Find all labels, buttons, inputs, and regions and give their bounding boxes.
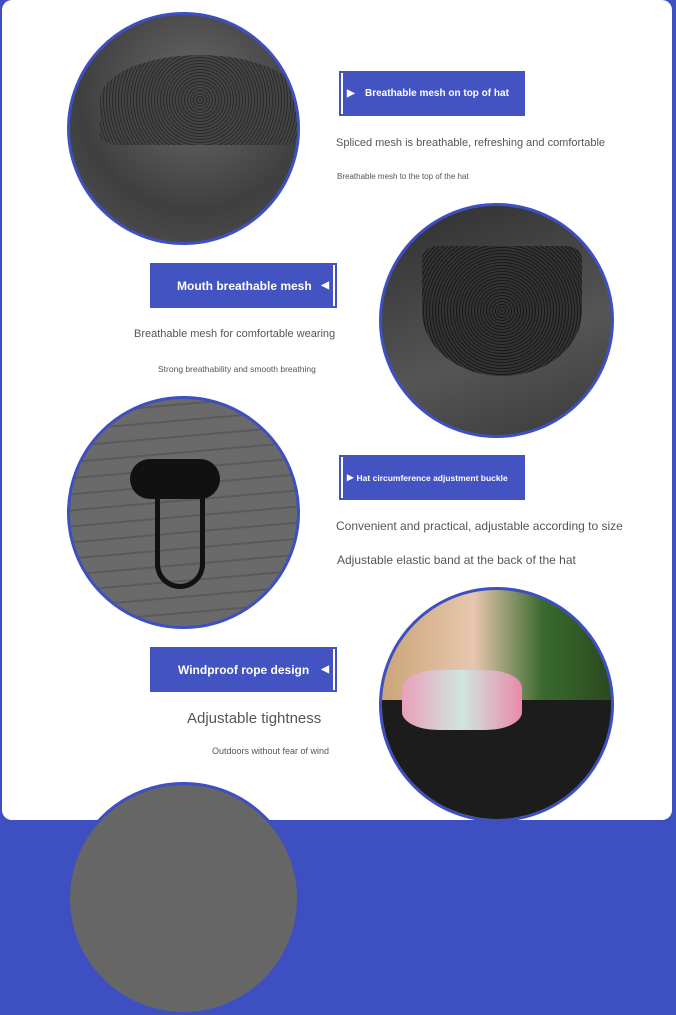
section-1-banner xyxy=(339,71,525,116)
section-1-line2: Breathable mesh to the top of the hat xyxy=(337,172,469,181)
section-title: Breathable mesh on top of hat xyxy=(365,88,509,99)
section-2-banner xyxy=(150,263,337,308)
banner-bar xyxy=(341,457,343,498)
photo-hat-top-mesh xyxy=(67,12,300,245)
section-3-line1: Convenient and practical, adjustable according to size xyxy=(336,519,623,533)
banner-bar xyxy=(333,649,335,690)
play-left-icon: ◀ xyxy=(321,664,329,675)
banner-bar xyxy=(341,73,343,114)
section-title: Mouth breathable mesh xyxy=(177,278,312,293)
section-2-line2: Strong breathability and smooth breathing xyxy=(158,364,316,374)
section-2-line1: Breathable mesh for comfortable wearing xyxy=(134,328,336,340)
section-3-banner xyxy=(339,455,525,500)
photo-next-section xyxy=(67,782,300,1015)
section-title: Hat circumference adjustment buckle xyxy=(356,472,508,483)
section-3-line2: Adjustable elastic band at the back of the hat xyxy=(337,553,576,567)
section-4-line2: Outdoors without fear of wind xyxy=(212,746,330,756)
play-left-icon: ◀ xyxy=(321,280,329,291)
photo-adjustment-buckle xyxy=(67,396,300,629)
section-4-line1: Adjustable tightness xyxy=(187,710,322,727)
section-4-banner xyxy=(150,647,337,692)
section-1-line1: Spliced mesh is breathable, refreshing and comfortable xyxy=(336,137,606,149)
play-right-icon: ▶ xyxy=(347,88,355,99)
photo-windproof-rope xyxy=(379,587,614,822)
play-right-icon: ▶ xyxy=(347,472,354,482)
section-title: Windproof rope design xyxy=(178,662,310,677)
banner-bar xyxy=(333,265,335,306)
photo-mouth-mesh xyxy=(379,203,614,438)
